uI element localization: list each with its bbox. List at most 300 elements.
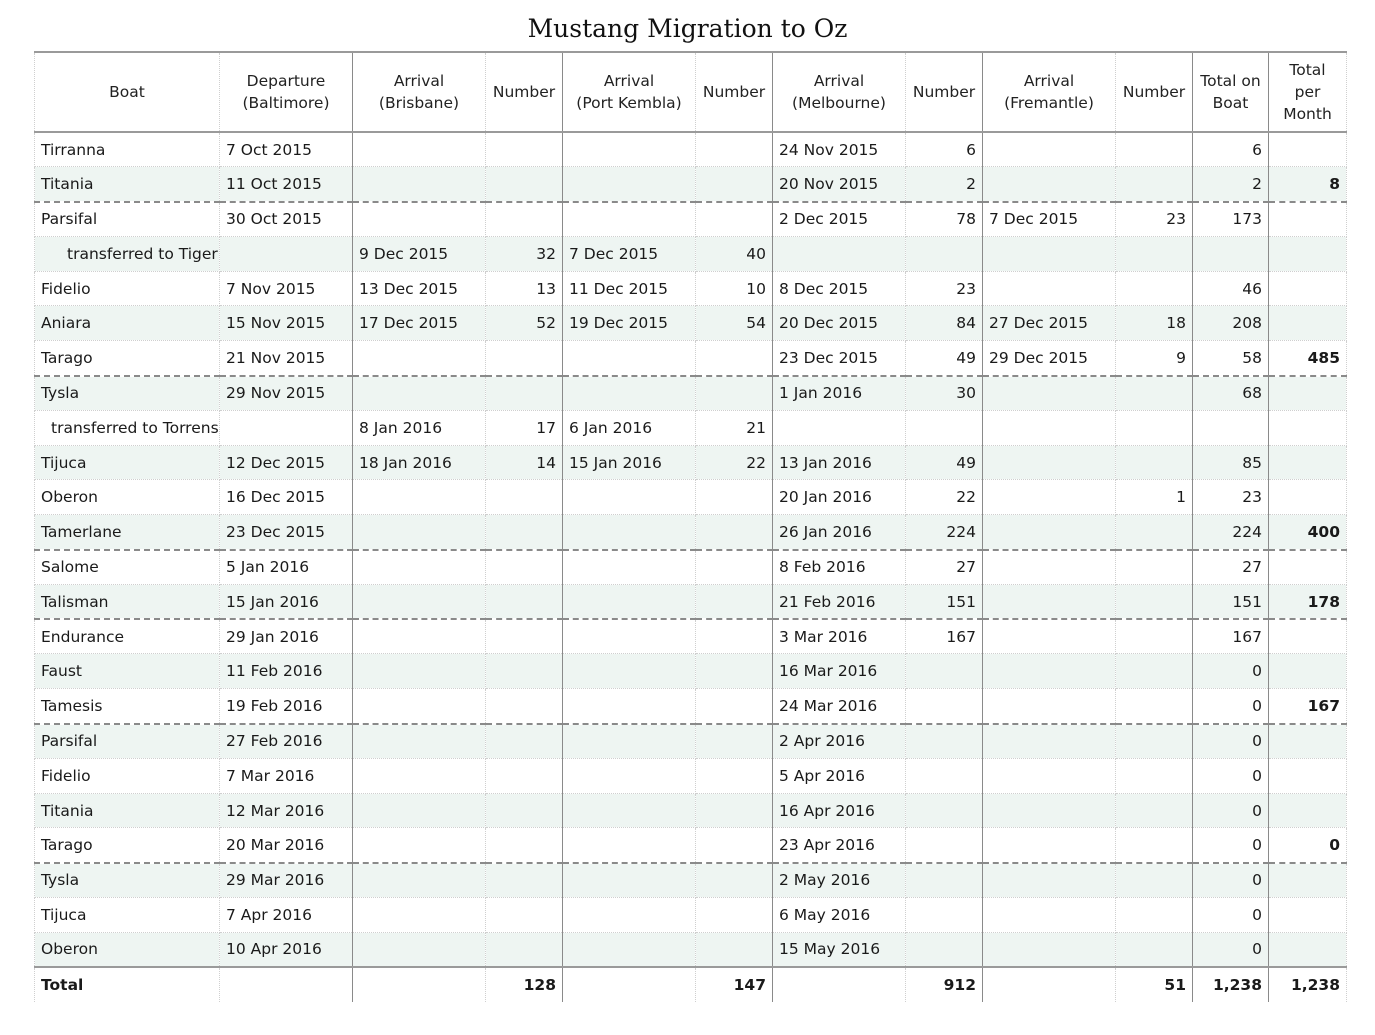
arrival-port-kembla-cell [563, 932, 696, 967]
number-port-kembla-cell [696, 341, 773, 376]
total-on-boat: 1,238 [1193, 967, 1269, 1002]
number-melbourne-cell [906, 932, 983, 967]
number-port-kembla-cell [696, 550, 773, 585]
total-per-month-cell: 167 [1269, 689, 1347, 724]
number-brisbane-cell [486, 515, 563, 550]
total-on-boat-cell: 23 [1193, 480, 1269, 515]
arrival-port-kembla-cell [563, 515, 696, 550]
arrival-brisbane-cell [353, 724, 486, 759]
arrival-brisbane-cell [353, 584, 486, 619]
total-on-boat-cell: 0 [1193, 863, 1269, 898]
header-arrival-fremantle: Arrival (Fremantle) [983, 52, 1116, 132]
table-row [35, 410, 1347, 445]
arrival-melbourne-cell: 8 Dec 2015 [773, 271, 906, 306]
table-row [35, 724, 1347, 759]
boat-cell: Fidelio [35, 758, 220, 793]
number-port-kembla-cell [696, 202, 773, 237]
departure-cell: 16 Dec 2015 [220, 480, 353, 515]
boat-cell: Titania [35, 793, 220, 828]
boat-cell: Tysla [35, 376, 220, 411]
total-on-boat-cell: 167 [1193, 619, 1269, 654]
arrival-fremantle-cell [983, 793, 1116, 828]
departure-cell: 21 Nov 2015 [220, 341, 353, 376]
header-number-port-kembla: Number [696, 52, 773, 132]
arrival-brisbane-cell [353, 480, 486, 515]
arrival-port-kembla-cell [563, 724, 696, 759]
number-fremantle-cell [1116, 932, 1193, 967]
total-per-month-cell [1269, 793, 1347, 828]
arrival-melbourne-cell: 24 Mar 2016 [773, 689, 906, 724]
departure-cell: 29 Jan 2016 [220, 619, 353, 654]
number-fremantle-cell [1116, 689, 1193, 724]
number-fremantle-cell [1116, 410, 1193, 445]
table-row [35, 306, 1347, 341]
arrival-brisbane-cell [353, 654, 486, 689]
header-arrival-melbourne: Arrival (Melbourne) [773, 52, 906, 132]
total-per-month: 1,238 [1269, 967, 1347, 1002]
number-melbourne-cell: 6 [906, 132, 983, 167]
number-fremantle-cell [1116, 758, 1193, 793]
arrival-fremantle-cell [983, 167, 1116, 202]
arrival-fremantle-cell [983, 898, 1116, 933]
departure-cell: 15 Nov 2015 [220, 306, 353, 341]
arrival-melbourne-cell: 2 Dec 2015 [773, 202, 906, 237]
arrival-port-kembla-cell [563, 828, 696, 863]
total-per-month-cell: 485 [1269, 341, 1347, 376]
total-melbourne: 912 [906, 967, 983, 1002]
arrival-melbourne-cell: 16 Mar 2016 [773, 654, 906, 689]
arrival-melbourne-cell: 1 Jan 2016 [773, 376, 906, 411]
table-row [35, 758, 1347, 793]
number-melbourne-cell [906, 828, 983, 863]
number-fremantle-cell [1116, 271, 1193, 306]
table-row [35, 341, 1347, 376]
number-fremantle-cell [1116, 793, 1193, 828]
total-per-month-cell [1269, 236, 1347, 271]
table-row [35, 828, 1347, 863]
number-port-kembla-cell: 54 [696, 306, 773, 341]
number-brisbane-cell [486, 341, 563, 376]
total-on-boat-cell: 58 [1193, 341, 1269, 376]
number-fremantle-cell [1116, 898, 1193, 933]
total-on-boat-cell: 85 [1193, 445, 1269, 480]
arrival-fremantle-cell: 27 Dec 2015 [983, 306, 1116, 341]
number-melbourne-cell: 23 [906, 271, 983, 306]
number-port-kembla-cell [696, 584, 773, 619]
total-per-month-cell [1269, 445, 1347, 480]
number-fremantle-cell [1116, 724, 1193, 759]
number-melbourne-cell [906, 236, 983, 271]
total-per-month-cell: 400 [1269, 515, 1347, 550]
arrival-port-kembla-cell: 6 Jan 2016 [563, 410, 696, 445]
table-row [35, 793, 1347, 828]
boat-cell: Oberon [35, 932, 220, 967]
arrival-brisbane-cell: 8 Jan 2016 [353, 410, 486, 445]
arrival-melbourne-cell: 23 Dec 2015 [773, 341, 906, 376]
arrival-fremantle-cell [983, 236, 1116, 271]
total-on-boat-cell: 0 [1193, 793, 1269, 828]
table-row [35, 619, 1347, 654]
total-per-month-cell [1269, 863, 1347, 898]
number-brisbane-cell [486, 584, 563, 619]
departure-cell: 7 Mar 2016 [220, 758, 353, 793]
total-per-month-cell [1269, 654, 1347, 689]
number-brisbane-cell [486, 758, 563, 793]
number-fremantle-cell [1116, 167, 1193, 202]
number-melbourne-cell: 167 [906, 619, 983, 654]
arrival-melbourne-cell: 8 Feb 2016 [773, 550, 906, 585]
number-fremantle-cell [1116, 863, 1193, 898]
header-number-melbourne: Number [906, 52, 983, 132]
arrival-melbourne-cell: 20 Jan 2016 [773, 480, 906, 515]
arrival-brisbane-cell: 9 Dec 2015 [353, 236, 486, 271]
arrival-melbourne-cell: 20 Dec 2015 [773, 306, 906, 341]
arrival-port-kembla-cell [563, 793, 696, 828]
arrival-port-kembla-cell [563, 202, 696, 237]
total-on-boat-cell: 151 [1193, 584, 1269, 619]
number-fremantle-cell: 23 [1116, 202, 1193, 237]
number-fremantle-cell: 9 [1116, 341, 1193, 376]
total-per-month-cell [1269, 306, 1347, 341]
total-per-month-cell [1269, 271, 1347, 306]
number-brisbane-cell [486, 724, 563, 759]
arrival-fremantle-cell [983, 724, 1116, 759]
table-row [35, 480, 1347, 515]
number-melbourne-cell [906, 654, 983, 689]
arrival-brisbane-cell [353, 758, 486, 793]
total-per-month-cell [1269, 480, 1347, 515]
table-row [35, 236, 1347, 271]
table-row [35, 167, 1347, 202]
number-brisbane-cell: 32 [486, 236, 563, 271]
boat-cell: Oberon [35, 480, 220, 515]
arrival-fremantle-cell [983, 584, 1116, 619]
totals-label: Total [35, 967, 220, 1002]
arrival-brisbane-cell [353, 515, 486, 550]
arrival-melbourne-cell: 24 Nov 2015 [773, 132, 906, 167]
total-on-boat-cell: 6 [1193, 132, 1269, 167]
departure-cell: 15 Jan 2016 [220, 584, 353, 619]
departure-cell: 19 Feb 2016 [220, 689, 353, 724]
total-on-boat-cell: 0 [1193, 932, 1269, 967]
arrival-port-kembla-cell [563, 898, 696, 933]
number-fremantle-cell [1116, 376, 1193, 411]
number-brisbane-cell: 17 [486, 410, 563, 445]
total-on-boat-cell: 46 [1193, 271, 1269, 306]
total-per-month-cell [1269, 132, 1347, 167]
arrival-brisbane-cell: 13 Dec 2015 [353, 271, 486, 306]
arrival-port-kembla-cell [563, 584, 696, 619]
header-departure: Departure (Baltimore) [220, 52, 353, 132]
number-port-kembla-cell [696, 167, 773, 202]
number-port-kembla-cell: 10 [696, 271, 773, 306]
number-fremantle-cell [1116, 654, 1193, 689]
departure-cell: 27 Feb 2016 [220, 724, 353, 759]
arrival-fremantle-cell [983, 132, 1116, 167]
arrival-melbourne-cell: 23 Apr 2016 [773, 828, 906, 863]
boat-cell: Tarago [35, 341, 220, 376]
departure-cell: 7 Oct 2015 [220, 132, 353, 167]
number-port-kembla-cell [696, 828, 773, 863]
table-row [35, 550, 1347, 585]
number-port-kembla-cell [696, 898, 773, 933]
header-boat: Boat [35, 52, 220, 132]
number-port-kembla-cell [696, 758, 773, 793]
number-melbourne-cell [906, 689, 983, 724]
total-on-boat-cell [1193, 236, 1269, 271]
arrival-port-kembla-cell [563, 758, 696, 793]
arrival-brisbane-cell [353, 898, 486, 933]
total-per-month-cell: 8 [1269, 167, 1347, 202]
number-port-kembla-cell [696, 932, 773, 967]
number-port-kembla-cell [696, 515, 773, 550]
arrival-fremantle-cell [983, 410, 1116, 445]
header-total-on-boat: Total on Boat [1193, 52, 1269, 132]
arrival-fremantle-cell [983, 828, 1116, 863]
table-row [35, 376, 1347, 411]
number-port-kembla-cell [696, 480, 773, 515]
total-on-boat-cell: 208 [1193, 306, 1269, 341]
arrival-melbourne-cell: 21 Feb 2016 [773, 584, 906, 619]
total-on-boat-cell: 0 [1193, 689, 1269, 724]
arrival-port-kembla-cell [563, 132, 696, 167]
total-on-boat-cell: 0 [1193, 828, 1269, 863]
arrival-brisbane-cell [353, 550, 486, 585]
table-row [35, 584, 1347, 619]
boat-cell: Tamesis [35, 689, 220, 724]
boat-cell: Faust [35, 654, 220, 689]
number-brisbane-cell [486, 132, 563, 167]
number-brisbane-cell: 13 [486, 271, 563, 306]
arrival-fremantle-cell [983, 619, 1116, 654]
boat-cell: Talisman [35, 584, 220, 619]
table-row [35, 932, 1347, 967]
arrival-port-kembla-cell [563, 480, 696, 515]
arrival-melbourne-cell: 2 Apr 2016 [773, 724, 906, 759]
arrival-melbourne-cell: 2 May 2016 [773, 863, 906, 898]
number-melbourne-cell [906, 410, 983, 445]
arrival-port-kembla-cell [563, 167, 696, 202]
departure-cell: 30 Oct 2015 [220, 202, 353, 237]
number-brisbane-cell [486, 689, 563, 724]
boat-cell: Fidelio [35, 271, 220, 306]
number-melbourne-cell: 78 [906, 202, 983, 237]
table-row [35, 689, 1347, 724]
total-on-boat-cell: 27 [1193, 550, 1269, 585]
total-per-month-cell [1269, 550, 1347, 585]
header-total-per-month: Total per Month [1269, 52, 1347, 132]
departure-cell: 12 Dec 2015 [220, 445, 353, 480]
table-row [35, 898, 1347, 933]
number-brisbane-cell [486, 898, 563, 933]
boat-cell: Parsifal [35, 202, 220, 237]
departure-cell: 12 Mar 2016 [220, 793, 353, 828]
number-port-kembla-cell: 21 [696, 410, 773, 445]
number-fremantle-cell: 18 [1116, 306, 1193, 341]
total-per-month-cell [1269, 898, 1347, 933]
boat-cell: transferred to Torrens [35, 410, 220, 445]
arrival-port-kembla-cell: 19 Dec 2015 [563, 306, 696, 341]
number-brisbane-cell [486, 793, 563, 828]
number-brisbane-cell [486, 863, 563, 898]
departure-cell: 5 Jan 2016 [220, 550, 353, 585]
arrival-fremantle-cell [983, 271, 1116, 306]
number-melbourne-cell: 30 [906, 376, 983, 411]
departure-cell: 29 Mar 2016 [220, 863, 353, 898]
number-port-kembla-cell [696, 724, 773, 759]
boat-cell: transferred to Tiger [35, 236, 220, 271]
boat-cell: Tijuca [35, 445, 220, 480]
table-row [35, 271, 1347, 306]
number-melbourne-cell: 22 [906, 480, 983, 515]
number-brisbane-cell: 14 [486, 445, 563, 480]
arrival-fremantle-cell [983, 689, 1116, 724]
table-row [35, 515, 1347, 550]
arrival-melbourne-cell: 20 Nov 2015 [773, 167, 906, 202]
arrival-brisbane-cell [353, 863, 486, 898]
table-row [35, 863, 1347, 898]
number-melbourne-cell [906, 793, 983, 828]
arrival-melbourne-cell: 6 May 2016 [773, 898, 906, 933]
number-melbourne-cell: 27 [906, 550, 983, 585]
number-melbourne-cell [906, 863, 983, 898]
number-port-kembla-cell: 22 [696, 445, 773, 480]
arrival-fremantle-cell [983, 758, 1116, 793]
arrival-melbourne-cell: 3 Mar 2016 [773, 619, 906, 654]
number-port-kembla-cell: 40 [696, 236, 773, 271]
number-melbourne-cell [906, 898, 983, 933]
boat-cell: Tarago [35, 828, 220, 863]
arrival-melbourne-cell [773, 410, 906, 445]
total-port-kembla: 147 [696, 967, 773, 1002]
arrival-fremantle-cell [983, 654, 1116, 689]
arrival-brisbane-cell [353, 619, 486, 654]
number-brisbane-cell [486, 550, 563, 585]
boat-cell: Tijuca [35, 898, 220, 933]
departure-cell [220, 236, 353, 271]
arrival-fremantle-cell [983, 863, 1116, 898]
header-number-fremantle: Number [1116, 52, 1193, 132]
total-on-boat-cell: 2 [1193, 167, 1269, 202]
arrival-brisbane-cell [353, 793, 486, 828]
arrival-fremantle-cell [983, 515, 1116, 550]
totals-row [35, 967, 1347, 1002]
number-melbourne-cell: 151 [906, 584, 983, 619]
number-melbourne-cell: 2 [906, 167, 983, 202]
number-fremantle-cell [1116, 619, 1193, 654]
total-per-month-cell [1269, 410, 1347, 445]
departure-cell: 29 Nov 2015 [220, 376, 353, 411]
header-arrival-brisbane: Arrival (Brisbane) [353, 52, 486, 132]
number-melbourne-cell: 49 [906, 341, 983, 376]
number-brisbane-cell [486, 202, 563, 237]
number-fremantle-cell [1116, 550, 1193, 585]
arrival-melbourne-cell: 26 Jan 2016 [773, 515, 906, 550]
number-brisbane-cell [486, 932, 563, 967]
number-fremantle-cell [1116, 445, 1193, 480]
total-fremantle: 51 [1116, 967, 1193, 1002]
arrival-port-kembla-cell: 15 Jan 2016 [563, 445, 696, 480]
departure-cell: 23 Dec 2015 [220, 515, 353, 550]
arrival-brisbane-cell [353, 167, 486, 202]
number-brisbane-cell [486, 654, 563, 689]
total-per-month-cell [1269, 376, 1347, 411]
number-brisbane-cell [486, 167, 563, 202]
number-fremantle-cell [1116, 236, 1193, 271]
header-arrival-port-kembla: Arrival (Port Kembla) [563, 52, 696, 132]
arrival-port-kembla-cell: 11 Dec 2015 [563, 271, 696, 306]
arrival-melbourne-cell: 16 Apr 2016 [773, 793, 906, 828]
total-on-boat-cell: 0 [1193, 724, 1269, 759]
total-on-boat-cell: 224 [1193, 515, 1269, 550]
arrival-fremantle-cell [983, 550, 1116, 585]
boat-cell: Tysla [35, 863, 220, 898]
number-melbourne-cell [906, 758, 983, 793]
arrival-port-kembla-cell [563, 376, 696, 411]
number-melbourne-cell: 49 [906, 445, 983, 480]
header-row [35, 52, 1347, 132]
departure-cell: 10 Apr 2016 [220, 932, 353, 967]
arrival-brisbane-cell [353, 132, 486, 167]
boat-cell: Tamerlane [35, 515, 220, 550]
arrival-fremantle-cell [983, 480, 1116, 515]
arrival-brisbane-cell [353, 828, 486, 863]
number-fremantle-cell [1116, 584, 1193, 619]
number-port-kembla-cell [696, 376, 773, 411]
departure-cell: 20 Mar 2016 [220, 828, 353, 863]
departure-cell [220, 410, 353, 445]
arrival-port-kembla-cell [563, 654, 696, 689]
arrival-brisbane-cell [353, 932, 486, 967]
table-row [35, 445, 1347, 480]
table-row [35, 202, 1347, 237]
total-on-boat-cell: 68 [1193, 376, 1269, 411]
number-fremantle-cell [1116, 515, 1193, 550]
arrival-brisbane-cell: 17 Dec 2015 [353, 306, 486, 341]
number-melbourne-cell: 84 [906, 306, 983, 341]
number-fremantle-cell [1116, 828, 1193, 863]
arrival-port-kembla-cell [563, 341, 696, 376]
arrival-brisbane-cell [353, 341, 486, 376]
boat-cell: Aniara [35, 306, 220, 341]
arrival-fremantle-cell [983, 932, 1116, 967]
number-port-kembla-cell [696, 689, 773, 724]
number-port-kembla-cell [696, 863, 773, 898]
arrival-brisbane-cell [353, 689, 486, 724]
arrival-port-kembla-cell [563, 619, 696, 654]
departure-cell: 11 Oct 2015 [220, 167, 353, 202]
total-per-month-cell [1269, 758, 1347, 793]
arrival-fremantle-cell [983, 376, 1116, 411]
boat-cell: Salome [35, 550, 220, 585]
arrival-port-kembla-cell [563, 689, 696, 724]
number-melbourne-cell: 224 [906, 515, 983, 550]
total-on-boat-cell: 0 [1193, 898, 1269, 933]
departure-cell: 11 Feb 2016 [220, 654, 353, 689]
arrival-brisbane-cell [353, 202, 486, 237]
number-fremantle-cell [1116, 132, 1193, 167]
number-brisbane-cell [486, 828, 563, 863]
arrival-melbourne-cell: 13 Jan 2016 [773, 445, 906, 480]
number-brisbane-cell [486, 619, 563, 654]
arrival-brisbane-cell [353, 376, 486, 411]
header-number-brisbane: Number [486, 52, 563, 132]
table-row [35, 132, 1347, 167]
arrival-port-kembla-cell [563, 550, 696, 585]
number-melbourne-cell [906, 724, 983, 759]
number-fremantle-cell: 1 [1116, 480, 1193, 515]
departure-cell: 7 Apr 2016 [220, 898, 353, 933]
